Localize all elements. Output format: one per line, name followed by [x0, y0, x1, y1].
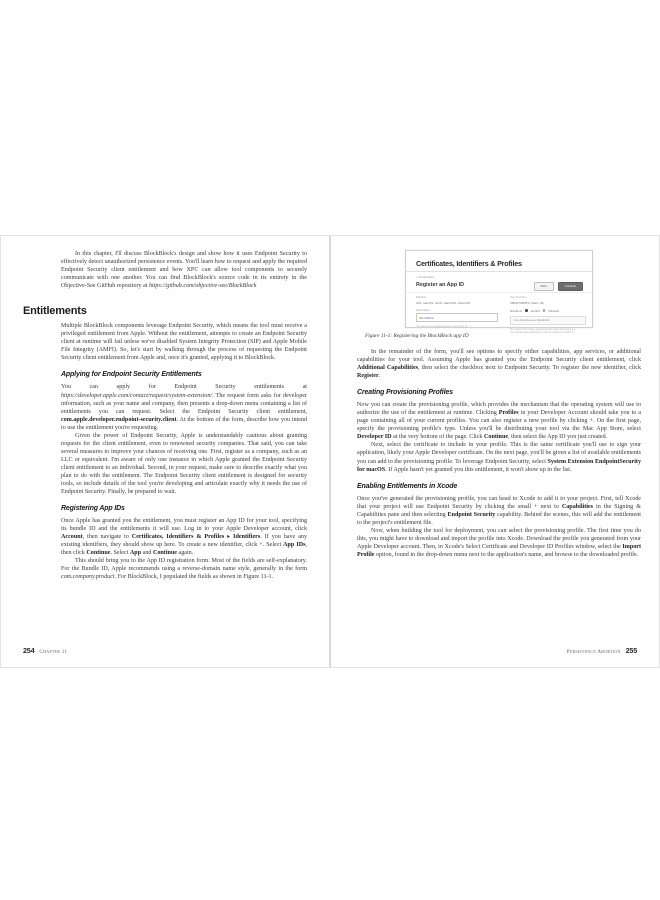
book-spread [0, 235, 660, 668]
provisioning-paragraph-2: Next, select the certificate to include in your profile. This is the same certificate you'll use to sign your application, likely your Apple Developer certificate. On the next page, you'll be given a list of available entitlements you can add to the provisioning profile. To leverage Endpoint Security, select System Extension EndpointSecurity for macOS. If Apple hasn't yet granted you this entitlement, it won't show up in the list. [357, 442, 642, 473]
appid-prefix-value: VBG97UB4TA (Team ID) [510, 300, 544, 305]
description-hint: You cannot use special characters such as @, &, *, ", ' [416, 324, 474, 328]
registering-paragraph-2: This should bring you to the App ID registration form. Most of the fields are self-explanatory. For the Bundle ID, Apple recommends using a reverse-domain name style, generally in the form com.company.product. For BlockBlock, I populated the fields as shown in Figure 11-1. [61, 558, 307, 581]
left-page [0, 235, 330, 668]
screenshot-form-divider [406, 292, 592, 293]
screenshot-page-heading: Register an App ID [416, 282, 465, 288]
applying-paragraph-2: Given the power of Endpoint Security, Apple is understandably cautious about granting requests for the client entitlement, even to renowned security companies. That said, you can take several measures to improve your chances of receiving one. First, register as a company, such as an LLC or equivalent. I'm aware of only one instance in which Apple granted the Endpoint Security client entitlement to an individual. Second, in your request, make sure to describe exactly what you plan to do with the entitlement. The Endpoint Security client entitlement is designed for security tools, so include details of the tool you're developing and articulate exactly why it needs the use of Endpoint Security. Finally, be prepared to wait. [61, 432, 307, 496]
right-page-footer [562, 640, 637, 658]
running-head-left: Chapter 11 [39, 649, 68, 655]
right-page [330, 235, 660, 668]
right-page-body [357, 348, 641, 559]
screenshot-form-right-column [510, 296, 586, 334]
screenshot-header-rule [406, 271, 592, 272]
remainder-paragraph: In the remainder of the form, you'll see options to specify either capabilities, app services, or additional capabilities for your tool. Assuming Apple has granted you the Endpoint Security client entitlement, click Additional Capabilities, then select the checkbox next to Endpoint Security. To register the new identifier, click Register. [357, 349, 641, 380]
appid-prefix-label: App ID Prefix [510, 296, 527, 299]
subhead-applying: Applying for Endpoint Security Entitlements [61, 371, 202, 379]
bundle-id-input[interactable]: com.objective-see.blockblock [510, 316, 586, 325]
page-number-right: 255 [625, 646, 637, 655]
entitlements-paragraph-1: Multiple BlockBlock components leverage Endpoint Security, which means the tool must receive a privileged entitlement from Apple. Without the entitlement, attempts to create an Endpoint Security client at runtime will fail unless we've disabled System Integrity Protection (SIP) and Apple Mobile File Integrity (AMFI). So, let's start by walking through the process of requesting the Endpoint Security client entitlement from Apple and, once it's granted, applying it to BlockBlock. [61, 323, 307, 362]
bundle-id-hint: We recommend using a reverse-domain name style string (i.e., com.domainname.appname). It cannot contain an asterisk (*). [510, 327, 577, 334]
radio-wildcard-label[interactable]: Wildcard [548, 308, 560, 313]
description-label: Description [416, 308, 430, 312]
subhead-provisioning: Creating Provisioning Profiles [357, 389, 453, 397]
screenshot-form-left-column [416, 296, 498, 328]
continue-button[interactable]: Continue [558, 282, 583, 291]
xcode-paragraph-1: Once you've generated the provisioning profile, you can head to Xcode to add it to your project. First, tell Xcode that your project will use Endpoint Security by clicking the small + next to Capabilities in the Signing & Capabilities pane and then selecting Endpoint Security capability. Behind the scenes, this will add the entitlement to the project's entitlement file. [357, 495, 641, 526]
entitlements-body [61, 322, 307, 581]
subhead-xcode: Enabling Entitlements in Xcode [357, 482, 458, 490]
left-page-footer [23, 640, 72, 658]
section-heading-entitlements: Entitlements [23, 305, 87, 318]
page-number-left: 254 [23, 646, 35, 655]
bundle-id-label: Bundle ID [510, 308, 523, 313]
subhead-registering: Registering App IDs [61, 505, 125, 513]
applying-paragraph-1: You can apply for Endpoint Security entitlements at https://developer.apple.com/contact/request/system-extension/. The request form asks for developer information, such as your name and company, then presents a drop-down menu containing a list of entitlements you can request. Select the Endpoint Security client entitlement, com.apple.developer.endpoint-security.client. At the bottom of the form, describe how you intend to use the entitlement you're requesting. [61, 384, 307, 431]
radio-explicit-icon[interactable] [525, 309, 528, 312]
screenshot-breadcrumb[interactable]: < All Identifiers [416, 276, 435, 279]
intro-block [61, 250, 307, 290]
screenshot-title: Certificates, Identifiers & Profiles [416, 259, 522, 268]
intro-url: https://github.com/objective-see/BlockBlock [149, 283, 257, 290]
provisioning-paragraph-1: Now you can create the provisioning profile, which provides the mechanism that the operating system will use to authorize the use of the entitlement at runtime. Clicking Profiles in your Developer Account should take you to a page containing all of your current profiles. You can also register a new profile by clicking +. On the first page, specify the provisioning profile's type. Unless you'll be distributing your tool via the Mac App Store, select Developer ID at the very bottom of the page. Click Continue, then select the App ID you just created. [357, 402, 641, 441]
intro-paragraph: In this chapter, I'll discuss BlockBlock's design and show how it uses Endpoint Security to effectively detect unauthorized persistence events. You'll learn how to request and apply the required Endpoint Security client entitlement and how XPC can allow tool components to securely communicate with one another. You can find BlockBlock's source code in its entirety in the Objective-See GitHub repository at https://github.com/objective-see/BlockBlock [61, 251, 307, 290]
radio-wildcard-icon[interactable] [543, 309, 546, 312]
platform-label: Platform [416, 296, 427, 299]
screenshot-button-group [534, 282, 583, 291]
figure-11-1 [357, 250, 641, 339]
platform-value: iOS, macOS, tvOS, watchOS, visionOS [416, 300, 471, 305]
radio-explicit-label[interactable]: Explicit [530, 308, 540, 313]
xcode-paragraph-2: Now, when building the tool for deployment, you can select the provisioning profile. The first time you do this, you might have to download and import the profile into Xcode. Download the profile you generated from your Apple Developer account. Then, in Xcode's Select Certificate and Developer ID Profiles window, select the Import Profile option, found in the drop-down menu next to the application's name, and browse to the downloaded profile. [357, 527, 641, 558]
running-head-right: Persistence Abortion [566, 649, 621, 655]
figure-caption: Figure 11-1: Registering the BlockBlock app ID [365, 333, 469, 339]
registering-paragraph-1: Once Apple has granted you the entitlement, you must register an App ID for your tool, specifying its bundle ID and the entitlements it will use. Log in to your Apple Developer account, click Account, then navigate to Certificates, Identifiers & Profiles ▸ Identifiers. If you have any existing identifiers, they should show up here. To create a new identifier, click +. Select App IDs, then click Continue. Select App and Continue again. [61, 518, 307, 557]
bundle-id-radio-row [510, 309, 586, 313]
back-button[interactable]: Back [534, 282, 554, 291]
apple-developer-screenshot [405, 250, 593, 334]
description-input[interactable]: BlockBlock [416, 313, 498, 322]
